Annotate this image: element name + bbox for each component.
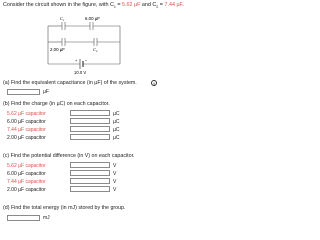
- c1-subscript: 1: [113, 5, 116, 10]
- part-b-unit: µC: [113, 119, 120, 125]
- intro-eq2: =: [158, 2, 165, 8]
- part-c-input[interactable]: [70, 186, 110, 192]
- part-c-unit: V: [113, 179, 117, 185]
- part-c-unit: V: [113, 187, 117, 193]
- battery-plus: +: [75, 58, 78, 63]
- part-b-unit: µC: [113, 127, 120, 133]
- part-b-input[interactable]: [70, 110, 110, 116]
- part-b-row-label: 6.00 µF capacitor: [7, 119, 46, 125]
- part-b-row-label: 5.62 µF capacitor: [7, 111, 46, 117]
- part-c-unit: V: [113, 163, 117, 169]
- part-d-input[interactable]: [7, 215, 40, 221]
- part-a-question: (a) Find the equivalent capacitance (in µF) of the system.: [3, 80, 137, 86]
- intro-mid: and C: [140, 2, 157, 8]
- part-c-unit: V: [113, 171, 117, 177]
- part-b-unit: µC: [113, 135, 120, 141]
- part-b-unit: µC: [113, 111, 120, 117]
- part-b-row-label: 2.00 µF capacitor: [7, 135, 46, 141]
- part-b-question: (b) Find the charge (in µC) on each capacitor.: [3, 101, 110, 107]
- part-b-input[interactable]: [70, 118, 110, 124]
- intro-prefix: Consider the circuit shown in the figure, with C: [3, 2, 114, 8]
- c1-label: $C_1$: [60, 16, 65, 22]
- part-c-row-label: 6.00 µF capacitor: [7, 171, 46, 177]
- problem-statement: [3, 2, 184, 9]
- part-b-row-label: 7.44 µF capacitor: [7, 127, 46, 133]
- part-c-input[interactable]: [70, 162, 110, 168]
- battery-minus: −: [85, 58, 88, 63]
- left-capacitor-label: 2.00 µF: [50, 47, 65, 52]
- part-b-input[interactable]: [70, 126, 110, 132]
- c2-label: $C_2$: [93, 47, 98, 53]
- part-c-row-label: 7.44 µF capacitor: [7, 179, 46, 185]
- part-d-unit: mJ: [43, 215, 50, 221]
- intro-suffix: .: [182, 2, 184, 8]
- part-a-input[interactable]: [7, 89, 40, 95]
- part-a-unit: µF: [43, 89, 49, 95]
- part-c-question: (c) Find the potential difference (in V) on each capacitor.: [3, 153, 135, 159]
- part-c-row-label: 5.62 µF capacitor: [7, 163, 46, 169]
- info-icon[interactable]: i: [151, 80, 157, 86]
- c1-value: 5.62 µF: [122, 2, 141, 8]
- part-c-input[interactable]: [70, 170, 110, 176]
- part-c-row-label: 2.00 µF capacitor: [7, 187, 46, 193]
- part-c-input[interactable]: [70, 178, 110, 184]
- part-d-question: (d) Find the total energy (in mJ) stored by the group.: [3, 205, 126, 211]
- c2-subscript: 2: [156, 5, 159, 10]
- intro-eq1: =: [115, 2, 123, 8]
- part-b-input[interactable]: [70, 134, 110, 140]
- c2-value: 7.44 µF: [164, 2, 183, 8]
- circuit-diagram: [44, 14, 124, 76]
- top-capacitor-label: 6.00 µF: [85, 16, 100, 21]
- voltage-label: 10.0 V: [74, 70, 87, 75]
